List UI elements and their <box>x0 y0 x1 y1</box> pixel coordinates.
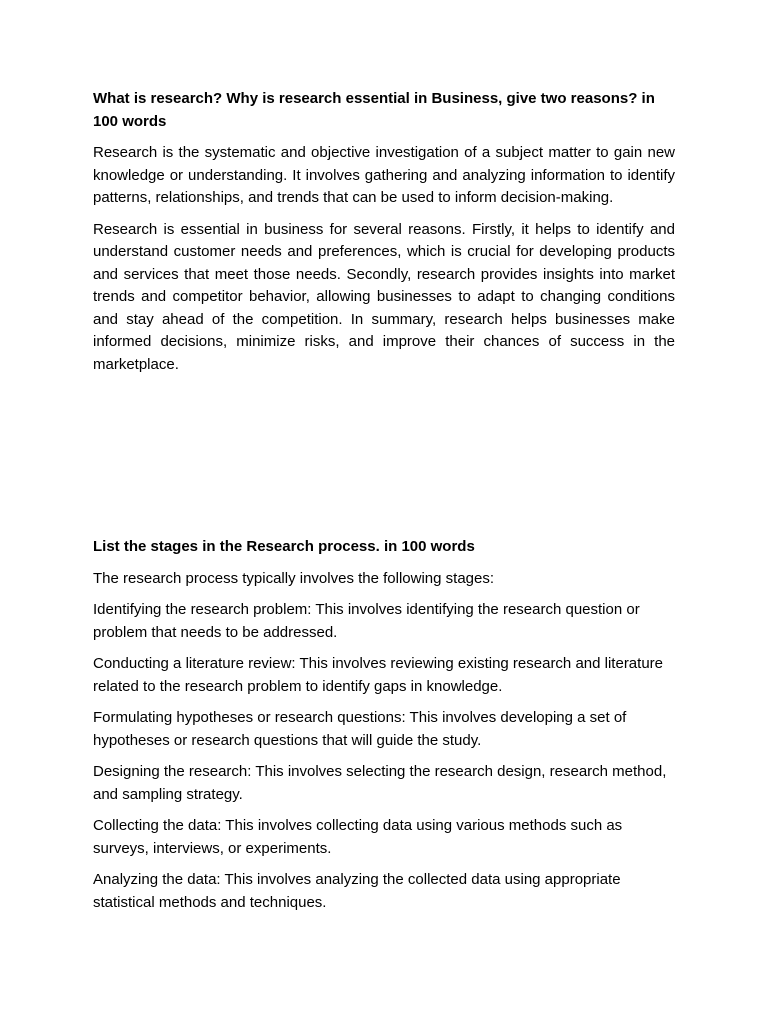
stage-paragraph: Designing the research: This involves selecting the research design, research method, and sampling strategy. <box>93 763 667 803</box>
stage-paragraph: Analyzing the data: This involves analyzing the collected data using appropriate statistical methods and techniques. <box>93 871 621 911</box>
question-section-research-stages <box>93 536 675 923</box>
answer-paragraph: Research is the systematic and objective investigation of a subject matter to gain new knowledge or understanding. It involves gathering and analyzing information to identify patterns, relationships, and trends that can be used to inform decision-making. <box>93 144 675 206</box>
answer-paragraph: Research is essential in business for several reasons. Firstly, it helps to identify and understand customer needs and preferences, which is crucial for developing products and services that meet those needs. Secondly, research provides insights into market trends and competitor behavior, allowing businesses to adapt to changing conditions and stay ahead of the competition. In summary, research helps businesses make informed decisions, minimize risks, and improve their chances of success in the marketplace. <box>93 220 675 373</box>
stage-paragraph: Conducting a literature review: This involves reviewing existing research and literature related to the research problem to identify gaps in knowledge. <box>93 655 663 695</box>
question-section-research-definition <box>93 88 675 385</box>
stage-paragraph: Collecting the data: This involves collecting data using various methods such as surveys, interviews, or experiments. <box>93 817 623 857</box>
question-heading: What is research? Why is research essential in Business, give two reasons? in 100 words <box>93 90 655 130</box>
intro-paragraph: The research process typically involves the following stages: <box>93 569 495 587</box>
question-heading: List the stages in the Research process. in 100 words <box>93 538 475 555</box>
stage-paragraph: Formulating hypotheses or research questions: This involves developing a set of hypotheses or research questions that will guide the study. <box>93 709 627 749</box>
stage-paragraph: Identifying the research problem: This involves identifying the research question or problem that needs to be addressed. <box>93 601 640 641</box>
